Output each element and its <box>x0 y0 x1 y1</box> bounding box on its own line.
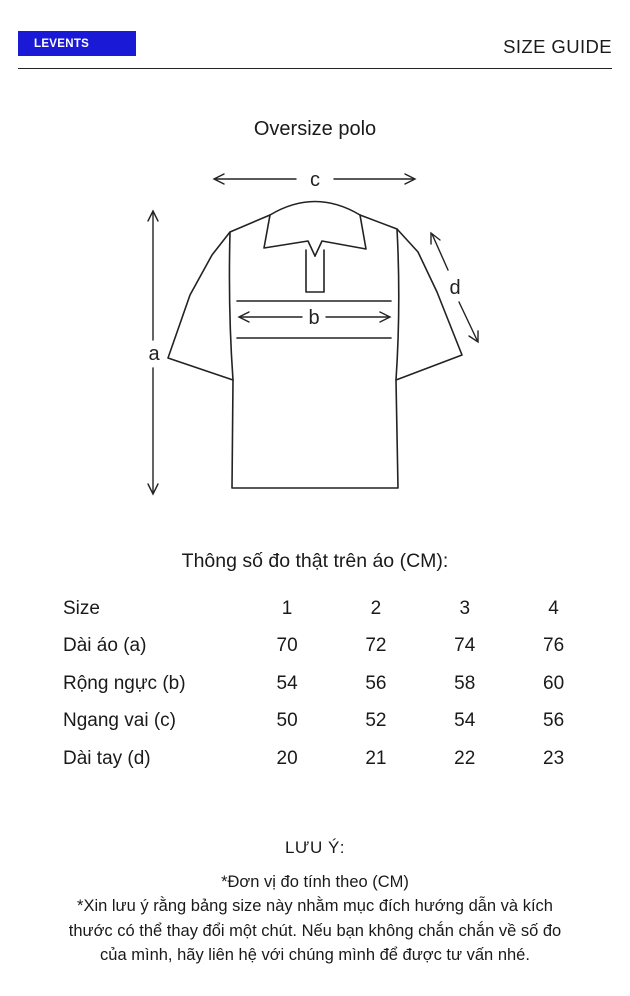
product-name: Oversize polo <box>253 118 377 140</box>
note-line: thước có thể thay đổi một chút. Nếu bạn không chắn chắn về số đo <box>68 921 562 940</box>
label-c: c <box>310 169 320 191</box>
note-line: của mình, hãy liên hệ với chúng mình để được tư vấn nhé. <box>100 946 530 964</box>
table-cell: 54 <box>276 672 298 694</box>
table-row <box>58 740 598 778</box>
polo-shirt-outline <box>168 202 462 489</box>
table-row <box>58 628 598 666</box>
table-cell: 74 <box>454 635 476 657</box>
size-col-header: 4 <box>548 597 559 619</box>
table-cell: 58 <box>454 672 476 694</box>
table-cell: 70 <box>276 635 298 657</box>
label-d: d <box>449 277 461 299</box>
table-cell: 56 <box>365 672 387 694</box>
notes-title: LƯU Ý: <box>284 838 346 857</box>
notes-section <box>0 836 630 968</box>
size-col-header: 3 <box>459 597 471 619</box>
size-col-header: 2 <box>370 597 382 619</box>
table-cell: 72 <box>365 635 387 657</box>
polo-measurement-diagram <box>130 160 490 505</box>
label-a: a <box>148 343 160 365</box>
table-cell: 60 <box>543 672 565 694</box>
size-table-title: Thông số đo thật trên áo (CM): <box>181 550 449 572</box>
table-cell: 20 <box>276 747 298 769</box>
page-title: SIZE GUIDE <box>503 36 612 57</box>
table-row <box>58 703 598 741</box>
note-line: *Xin lưu ý rằng bảng size này nhằm mục đích hướng dẫn và kích <box>77 897 553 915</box>
table-cell: 76 <box>543 635 565 657</box>
table-cell: 54 <box>454 710 476 732</box>
row-label: Dài áo (a) <box>63 635 147 657</box>
row-label: Dài tay (d) <box>63 747 151 769</box>
row-label: Rộng ngực (b) <box>63 672 186 694</box>
note-line: *Đơn vị đo tính theo (CM) <box>221 872 409 891</box>
table-cell: 56 <box>543 710 565 732</box>
table-cell: 50 <box>276 710 298 732</box>
row-label: Ngang vai (c) <box>63 710 176 732</box>
table-cell: 52 <box>365 710 387 732</box>
size-col-header: 1 <box>281 597 293 619</box>
header-divider <box>18 68 612 69</box>
table-cell: 22 <box>454 747 476 769</box>
size-table <box>58 590 598 778</box>
table-cell: 21 <box>365 747 387 769</box>
label-b: b <box>308 307 320 329</box>
table-row <box>58 665 598 703</box>
measurement-arrows <box>148 174 478 494</box>
table-cell: 23 <box>543 747 565 769</box>
size-header-label: Size <box>63 597 100 619</box>
size-header-row <box>58 590 598 628</box>
brand-logo: LEVENTS <box>18 31 136 56</box>
